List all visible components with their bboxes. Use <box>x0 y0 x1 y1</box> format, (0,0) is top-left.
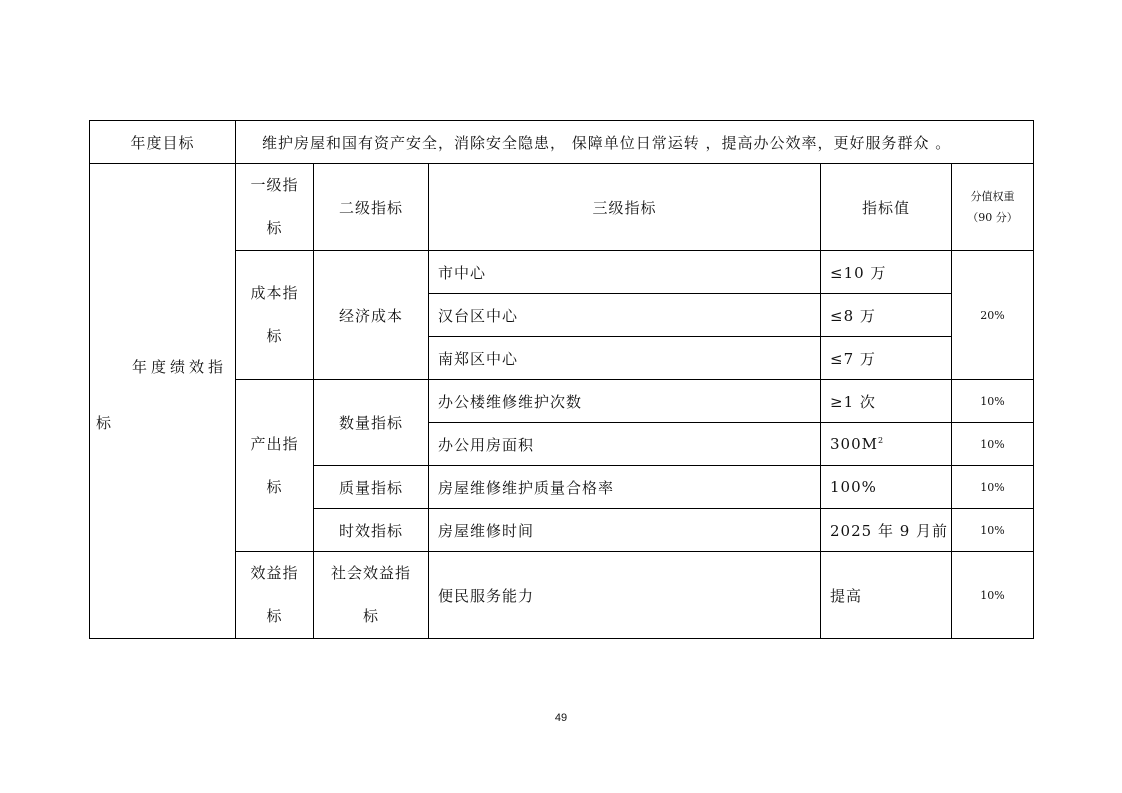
header-weight-line1: 分值权重 <box>970 190 1015 203</box>
header-weight-line2: （90 分） <box>967 211 1018 224</box>
cost-item-value: ≤10 万 <box>821 251 952 294</box>
quality-level2: 质量指标 <box>314 466 429 509</box>
quantity-item-weight: 10% <box>952 380 1034 423</box>
page-number: 49 <box>554 712 568 724</box>
output-level1 <box>236 380 314 552</box>
timeliness-item-weight: 10% <box>952 509 1034 552</box>
header-level1-line2: 标 <box>266 219 283 237</box>
perf-indicator-label <box>90 164 236 639</box>
quantity-item-name: 办公用房面积 <box>429 423 821 466</box>
header-value: 指标值 <box>821 164 952 251</box>
timeliness-level2: 时效指标 <box>314 509 429 552</box>
header-level3: 三级指标 <box>429 164 821 251</box>
area-value: 300M <box>830 435 878 453</box>
cost-weight: 20% <box>952 251 1034 380</box>
benefit-item-name: 便民服务能力 <box>429 552 821 639</box>
output-level1-line2: 标 <box>266 477 283 496</box>
benefit-level1 <box>236 552 314 639</box>
cost-level1-line1: 成本指 <box>250 284 299 302</box>
cost-level1 <box>236 251 314 380</box>
cost-level1-line2: 标 <box>266 327 283 345</box>
benefit-level2 <box>314 552 429 639</box>
goal-text: 维护房屋和国有资产安全，消除安全隐患， 保障单位日常运转 ，提高办公效率，更好服务群众 。 <box>236 121 1034 164</box>
benefit-level2-line1: 社会效益指 <box>330 564 411 582</box>
cost-item-value: ≤8 万 <box>821 294 952 337</box>
performance-table <box>89 120 1034 639</box>
perf-label-line1: 年度绩效指 <box>132 358 228 376</box>
timeliness-item-value: 2025 年 9 月前 <box>821 509 952 552</box>
header-row <box>90 164 1034 251</box>
cost-level2: 经济成本 <box>314 251 429 380</box>
header-level1 <box>236 164 314 251</box>
quantity-level2: 数量指标 <box>314 380 429 466</box>
area-unit-superscript: 2 <box>878 436 885 445</box>
goal-label: 年度目标 <box>90 121 236 164</box>
quantity-item-name: 办公楼维修维护次数 <box>429 380 821 423</box>
cost-item-value: ≤7 万 <box>821 337 952 380</box>
timeliness-item-name: 房屋维修时间 <box>429 509 821 552</box>
benefit-level1-line1: 效益指 <box>250 564 299 582</box>
header-level1-line1: 一级指 <box>250 176 299 194</box>
cost-item-name: 南郑区中心 <box>429 337 821 380</box>
output-level1-line1: 产出指 <box>250 434 299 453</box>
cost-item-name: 汉台区中心 <box>429 294 821 337</box>
header-level2: 二级指标 <box>314 164 429 251</box>
quality-item-value: 100% <box>821 466 952 509</box>
benefit-item-value: 提高 <box>821 552 952 639</box>
quality-item-name: 房屋维修维护质量合格率 <box>429 466 821 509</box>
quantity-item-value: ≥1 次 <box>821 380 952 423</box>
quantity-item-value <box>821 423 952 466</box>
benefit-level2-line2: 标 <box>362 607 379 625</box>
cost-item-name: 市中心 <box>429 251 821 294</box>
benefit-level1-line2: 标 <box>266 607 283 625</box>
header-weight <box>952 164 1034 251</box>
goal-row <box>90 121 1034 164</box>
perf-label-line2: 标 <box>96 414 113 432</box>
benefit-item-weight: 10% <box>952 552 1034 639</box>
quantity-item-weight: 10% <box>952 423 1034 466</box>
quality-item-weight: 10% <box>952 466 1034 509</box>
